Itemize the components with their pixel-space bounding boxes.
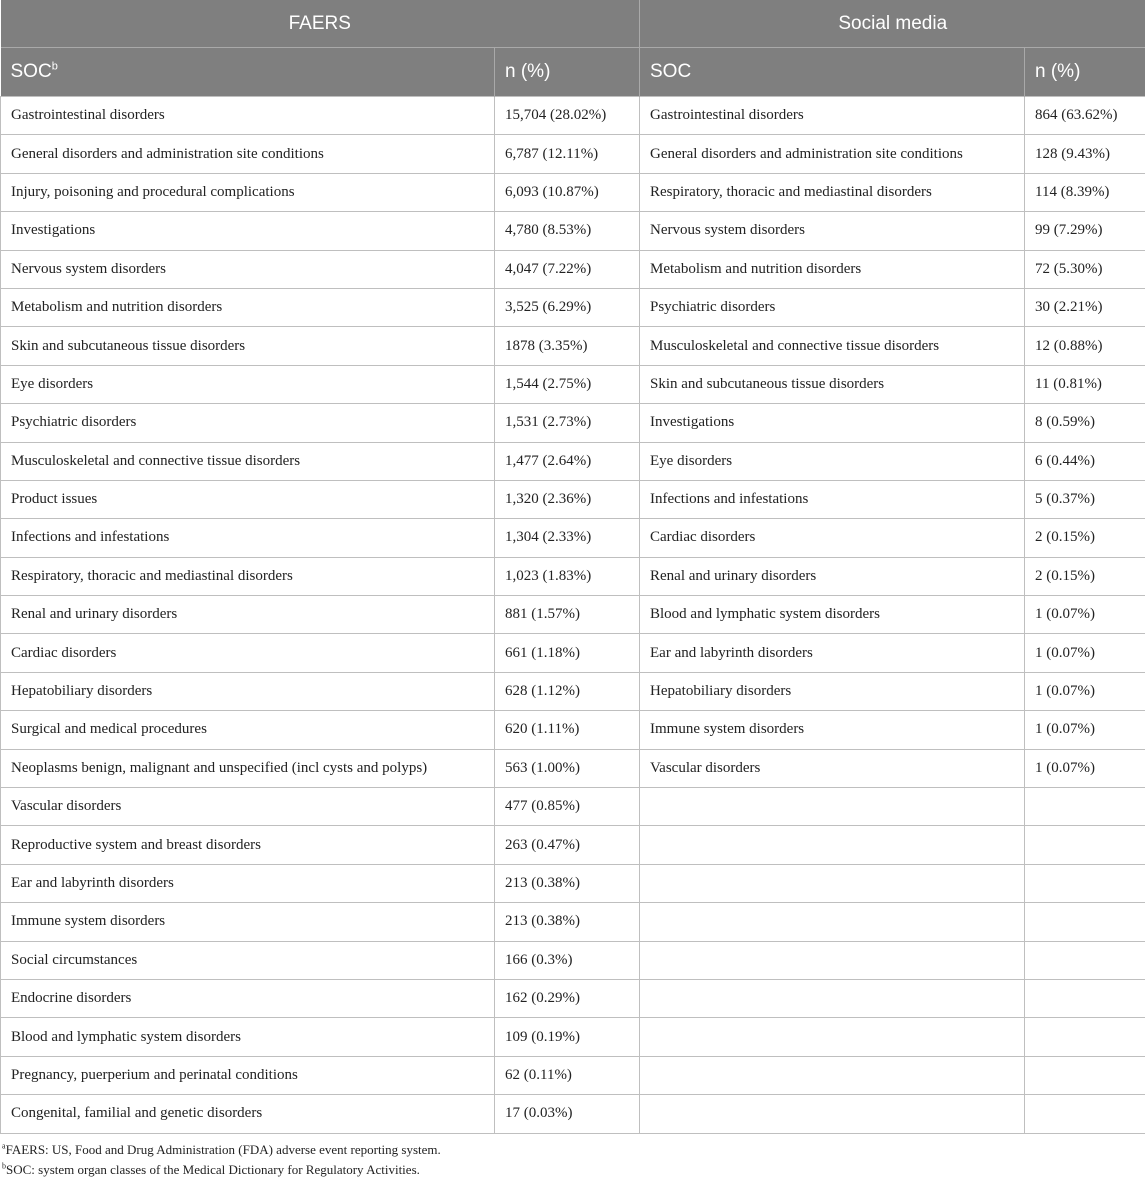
- table-row: [1, 135, 1145, 173]
- social-soc-cell: Gastrointestinal disorders: [640, 97, 1025, 135]
- faers-n-cell: 1,531 (2.73%): [495, 404, 640, 442]
- table-row: [1, 864, 1145, 902]
- social-soc-cell: [640, 979, 1025, 1017]
- table-row: [1, 788, 1145, 826]
- faers-soc-cell: Pregnancy, puerperium and perinatal conditions: [1, 1056, 495, 1094]
- social-n-cell: 114 (8.39%): [1025, 173, 1145, 211]
- faers-soc-cell: Ear and labyrinth disorders: [1, 864, 495, 902]
- faers-soc-cell: Cardiac disorders: [1, 634, 495, 672]
- table-row: [1, 1056, 1145, 1094]
- faers-n-cell: 1878 (3.35%): [495, 327, 640, 365]
- faers-soc-cell: Infections and infestations: [1, 519, 495, 557]
- social-n-cell: [1025, 903, 1145, 941]
- table-row: [1, 903, 1145, 941]
- faers-soc-cell: General disorders and administration site conditions: [1, 135, 495, 173]
- social-soc-cell: Musculoskeletal and connective tissue disorders: [640, 327, 1025, 365]
- table-row: [1, 826, 1145, 864]
- social-soc-cell: Blood and lymphatic system disorders: [640, 596, 1025, 634]
- social-n-cell: [1025, 941, 1145, 979]
- faers-n-cell: 213 (0.38%): [495, 903, 640, 941]
- faers-n-cell: 628 (1.12%): [495, 672, 640, 710]
- social-soc-cell: [640, 864, 1025, 902]
- faers-soc-cell: Musculoskeletal and connective tissue disorders: [1, 442, 495, 480]
- social-soc-cell: Psychiatric disorders: [640, 288, 1025, 326]
- faers-n-cell: 1,320 (2.36%): [495, 480, 640, 518]
- social-soc-cell: [640, 788, 1025, 826]
- social-n-cell: 99 (7.29%): [1025, 212, 1145, 250]
- social-n-cell: [1025, 826, 1145, 864]
- social-soc-cell: Renal and urinary disorders: [640, 557, 1025, 595]
- social-soc-cell: [640, 1095, 1025, 1133]
- social-n-cell: [1025, 1018, 1145, 1056]
- table-row: [1, 173, 1145, 211]
- table-row: [1, 557, 1145, 595]
- social-soc-cell: Vascular disorders: [640, 749, 1025, 787]
- header-social-media: Social media: [640, 0, 1145, 48]
- social-soc-cell: [640, 903, 1025, 941]
- faers-n-cell: 62 (0.11%): [495, 1056, 640, 1094]
- social-n-cell: 2 (0.15%): [1025, 519, 1145, 557]
- social-n-cell: 11 (0.81%): [1025, 365, 1145, 403]
- table-row: [1, 250, 1145, 288]
- social-soc-cell: [640, 941, 1025, 979]
- table-row: [1, 327, 1145, 365]
- faers-soc-cell: Respiratory, thoracic and mediastinal disorders: [1, 557, 495, 595]
- faers-n-cell: 661 (1.18%): [495, 634, 640, 672]
- faers-n-cell: 477 (0.85%): [495, 788, 640, 826]
- social-n-cell: 864 (63.62%): [1025, 97, 1145, 135]
- social-n-cell: 72 (5.30%): [1025, 250, 1145, 288]
- faers-soc-cell: Immune system disorders: [1, 903, 495, 941]
- table-header: [1, 0, 1145, 97]
- social-n-cell: [1025, 979, 1145, 1017]
- footnote-marker-b: b: [51, 60, 58, 73]
- faers-n-cell: 109 (0.19%): [495, 1018, 640, 1056]
- social-n-cell: 6 (0.44%): [1025, 442, 1145, 480]
- social-n-cell: 5 (0.37%): [1025, 480, 1145, 518]
- faers-n-cell: 17 (0.03%): [495, 1095, 640, 1133]
- social-n-cell: [1025, 788, 1145, 826]
- table-row: [1, 519, 1145, 557]
- social-n-cell: 8 (0.59%): [1025, 404, 1145, 442]
- header-group-row: [1, 0, 1145, 48]
- social-soc-cell: Respiratory, thoracic and mediastinal disorders: [640, 173, 1025, 211]
- table-row: [1, 749, 1145, 787]
- social-n-cell: 1 (0.07%): [1025, 634, 1145, 672]
- faers-soc-cell: Neoplasms benign, malignant and unspecified (incl cysts and polyps): [1, 749, 495, 787]
- header-column-row: [1, 48, 1145, 97]
- faers-n-cell: 1,304 (2.33%): [495, 519, 640, 557]
- col-header-faers-n: n (%): [495, 48, 640, 97]
- faers-n-cell: 620 (1.11%): [495, 711, 640, 749]
- social-soc-cell: [640, 826, 1025, 864]
- social-soc-cell: Immune system disorders: [640, 711, 1025, 749]
- faers-soc-cell: Gastrointestinal disorders: [1, 97, 495, 135]
- social-soc-cell: Hepatobiliary disorders: [640, 672, 1025, 710]
- faers-soc-cell: Nervous system disorders: [1, 250, 495, 288]
- footnote-marker: a: [2, 1141, 6, 1151]
- social-soc-cell: General disorders and administration site conditions: [640, 135, 1025, 173]
- faers-soc-cell: Reproductive system and breast disorders: [1, 826, 495, 864]
- social-soc-cell: Cardiac disorders: [640, 519, 1025, 557]
- social-n-cell: 1 (0.07%): [1025, 749, 1145, 787]
- table-row: [1, 404, 1145, 442]
- table-row: [1, 212, 1145, 250]
- faers-n-cell: 1,023 (1.83%): [495, 557, 640, 595]
- faers-n-cell: 563 (1.00%): [495, 749, 640, 787]
- social-soc-cell: [640, 1056, 1025, 1094]
- faers-n-cell: 6,787 (12.11%): [495, 135, 640, 173]
- faers-soc-cell: Skin and subcutaneous tissue disorders: [1, 327, 495, 365]
- table-row: [1, 634, 1145, 672]
- table-footnotes: [0, 1134, 1145, 1180]
- col-header-social-soc: SOC: [640, 48, 1025, 97]
- faers-soc-cell: Metabolism and nutrition disorders: [1, 288, 495, 326]
- social-n-cell: 30 (2.21%): [1025, 288, 1145, 326]
- footnote-text: SOC: system organ classes of the Medical Dictionary for Regulatory Activities.: [6, 1161, 420, 1177]
- table-row: [1, 979, 1145, 1017]
- social-n-cell: [1025, 1095, 1145, 1133]
- faers-n-cell: 6,093 (10.87%): [495, 173, 640, 211]
- table-row: [1, 1095, 1145, 1133]
- social-soc-cell: Eye disorders: [640, 442, 1025, 480]
- footnote: [2, 1140, 1143, 1160]
- faers-n-cell: 263 (0.47%): [495, 826, 640, 864]
- faers-n-cell: 166 (0.3%): [495, 941, 640, 979]
- faers-n-cell: 3,525 (6.29%): [495, 288, 640, 326]
- social-n-cell: 1 (0.07%): [1025, 672, 1145, 710]
- faers-n-cell: 4,047 (7.22%): [495, 250, 640, 288]
- social-n-cell: 2 (0.15%): [1025, 557, 1145, 595]
- col-header-faers-soc-label: SOC: [10, 61, 52, 82]
- faers-soc-cell: Hepatobiliary disorders: [1, 672, 495, 710]
- faers-soc-cell: Eye disorders: [1, 365, 495, 403]
- table-row: [1, 442, 1145, 480]
- table-row: [1, 365, 1145, 403]
- faers-soc-cell: Investigations: [1, 212, 495, 250]
- social-soc-cell: Skin and subcutaneous tissue disorders: [640, 365, 1025, 403]
- faers-n-cell: 1,477 (2.64%): [495, 442, 640, 480]
- faers-soc-cell: Product issues: [1, 480, 495, 518]
- faers-n-cell: 881 (1.57%): [495, 596, 640, 634]
- table-row: [1, 941, 1145, 979]
- faers-soc-cell: Vascular disorders: [1, 788, 495, 826]
- faers-n-cell: 15,704 (28.02%): [495, 97, 640, 135]
- table-row: [1, 480, 1145, 518]
- social-soc-cell: [640, 1018, 1025, 1056]
- col-header-faers-soc: [1, 48, 495, 97]
- table-row: [1, 711, 1145, 749]
- social-n-cell: 12 (0.88%): [1025, 327, 1145, 365]
- faers-n-cell: 162 (0.29%): [495, 979, 640, 1017]
- table-row: [1, 1018, 1145, 1056]
- faers-soc-cell: Surgical and medical procedures: [1, 711, 495, 749]
- table-row: [1, 672, 1145, 710]
- social-soc-cell: Infections and infestations: [640, 480, 1025, 518]
- social-soc-cell: Metabolism and nutrition disorders: [640, 250, 1025, 288]
- header-faers: FAERS: [1, 0, 640, 48]
- faers-soc-cell: Psychiatric disorders: [1, 404, 495, 442]
- table-row: [1, 97, 1145, 135]
- faers-n-cell: 4,780 (8.53%): [495, 212, 640, 250]
- faers-soc-cell: Social circumstances: [1, 941, 495, 979]
- faers-soc-cell: Congenital, familial and genetic disorders: [1, 1095, 495, 1133]
- table-row: [1, 288, 1145, 326]
- social-soc-cell: Nervous system disorders: [640, 212, 1025, 250]
- table-row: [1, 596, 1145, 634]
- footnote-marker: b: [2, 1161, 6, 1171]
- social-n-cell: 1 (0.07%): [1025, 596, 1145, 634]
- social-n-cell: [1025, 864, 1145, 902]
- faers-soc-cell: Blood and lymphatic system disorders: [1, 1018, 495, 1056]
- footnote: [2, 1160, 1143, 1180]
- social-n-cell: [1025, 1056, 1145, 1094]
- faers-n-cell: 1,544 (2.75%): [495, 365, 640, 403]
- footnote-text: FAERS: US, Food and Drug Administration (FDA) adverse event reporting system.: [5, 1141, 441, 1157]
- faers-soc-cell: Injury, poisoning and procedural complications: [1, 173, 495, 211]
- social-soc-cell: Investigations: [640, 404, 1025, 442]
- social-n-cell: 128 (9.43%): [1025, 135, 1145, 173]
- col-header-social-n: n (%): [1025, 48, 1145, 97]
- faers-n-cell: 213 (0.38%): [495, 864, 640, 902]
- faers-soc-cell: Renal and urinary disorders: [1, 596, 495, 634]
- table-body: [1, 97, 1145, 1134]
- social-n-cell: 1 (0.07%): [1025, 711, 1145, 749]
- social-soc-cell: Ear and labyrinth disorders: [640, 634, 1025, 672]
- faers-soc-cell: Endocrine disorders: [1, 979, 495, 1017]
